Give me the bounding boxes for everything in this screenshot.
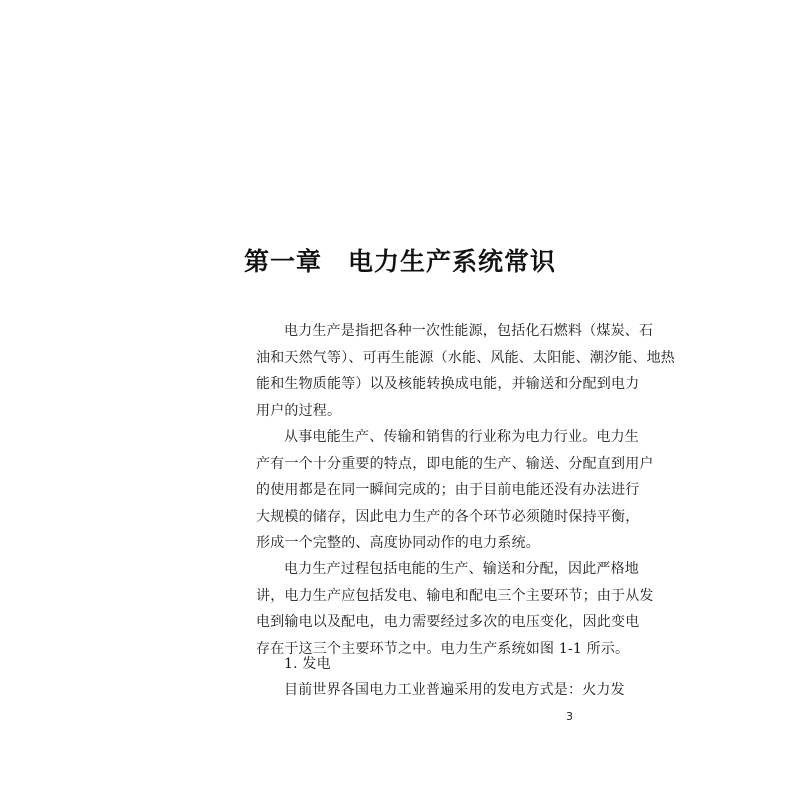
paragraph-line: 讲，电力生产应包括发电、输电和配电三个主要环节；由于从发 — [256, 587, 654, 604]
paragraph-line: 电力生产是指把各种一次性能源，包括化石燃料（煤炭、石 — [284, 323, 654, 339]
paragraph-line: 从事电能生产、传输和销售的行业称为电力行业。电力生 — [284, 429, 639, 445]
section-heading: 1. 发电 — [284, 656, 331, 672]
page-number: 3 — [566, 710, 573, 723]
paragraph-line: 用户的过程。 — [256, 402, 342, 419]
paragraph-line: 的使用都是在同一瞬间完成的；由于目前电能还没有办法进行 — [256, 482, 640, 498]
section-heading-block — [256, 651, 586, 678]
paragraph-3 — [256, 556, 654, 662]
paragraph-line: 存在于这三个主要环节之中。电力生产系统如图 1-1 所示。 — [256, 640, 630, 657]
paragraph-line: 产有一个十分重要的特点，即电能的生产、输送、分配直到用户 — [256, 455, 654, 472]
paragraph-line: 大规模的储存，因此电力生产的各个环节必须随时保持平衡， — [256, 508, 640, 525]
chapter-title: 第一章 电力生产系统常识 — [243, 247, 556, 276]
paragraph-4 — [256, 677, 625, 704]
paragraph-line: 形成一个完整的、高度协同动作的电力系统。 — [256, 535, 540, 551]
paragraph-line: 能和生物质能等）以及核能转换成电能，并输送和分配到电力 — [256, 376, 640, 392]
paragraph-line: 电到输电以及配电，电力需要经过多次的电压变化，因此变电 — [256, 614, 640, 630]
paragraph-line: 目前世界各国电力工业普遍采用的发电方式是：火力发 — [284, 682, 625, 698]
paragraph-1 — [256, 318, 675, 424]
paragraph-2 — [256, 424, 654, 557]
paragraph-line: 电力生产过程包括电能的生产、输送和分配，因此严格地 — [284, 561, 639, 577]
paragraph-line: 油和天然气等）、可再生能源（水能、风能、太阳能、潮汐能、地热 — [256, 349, 675, 366]
